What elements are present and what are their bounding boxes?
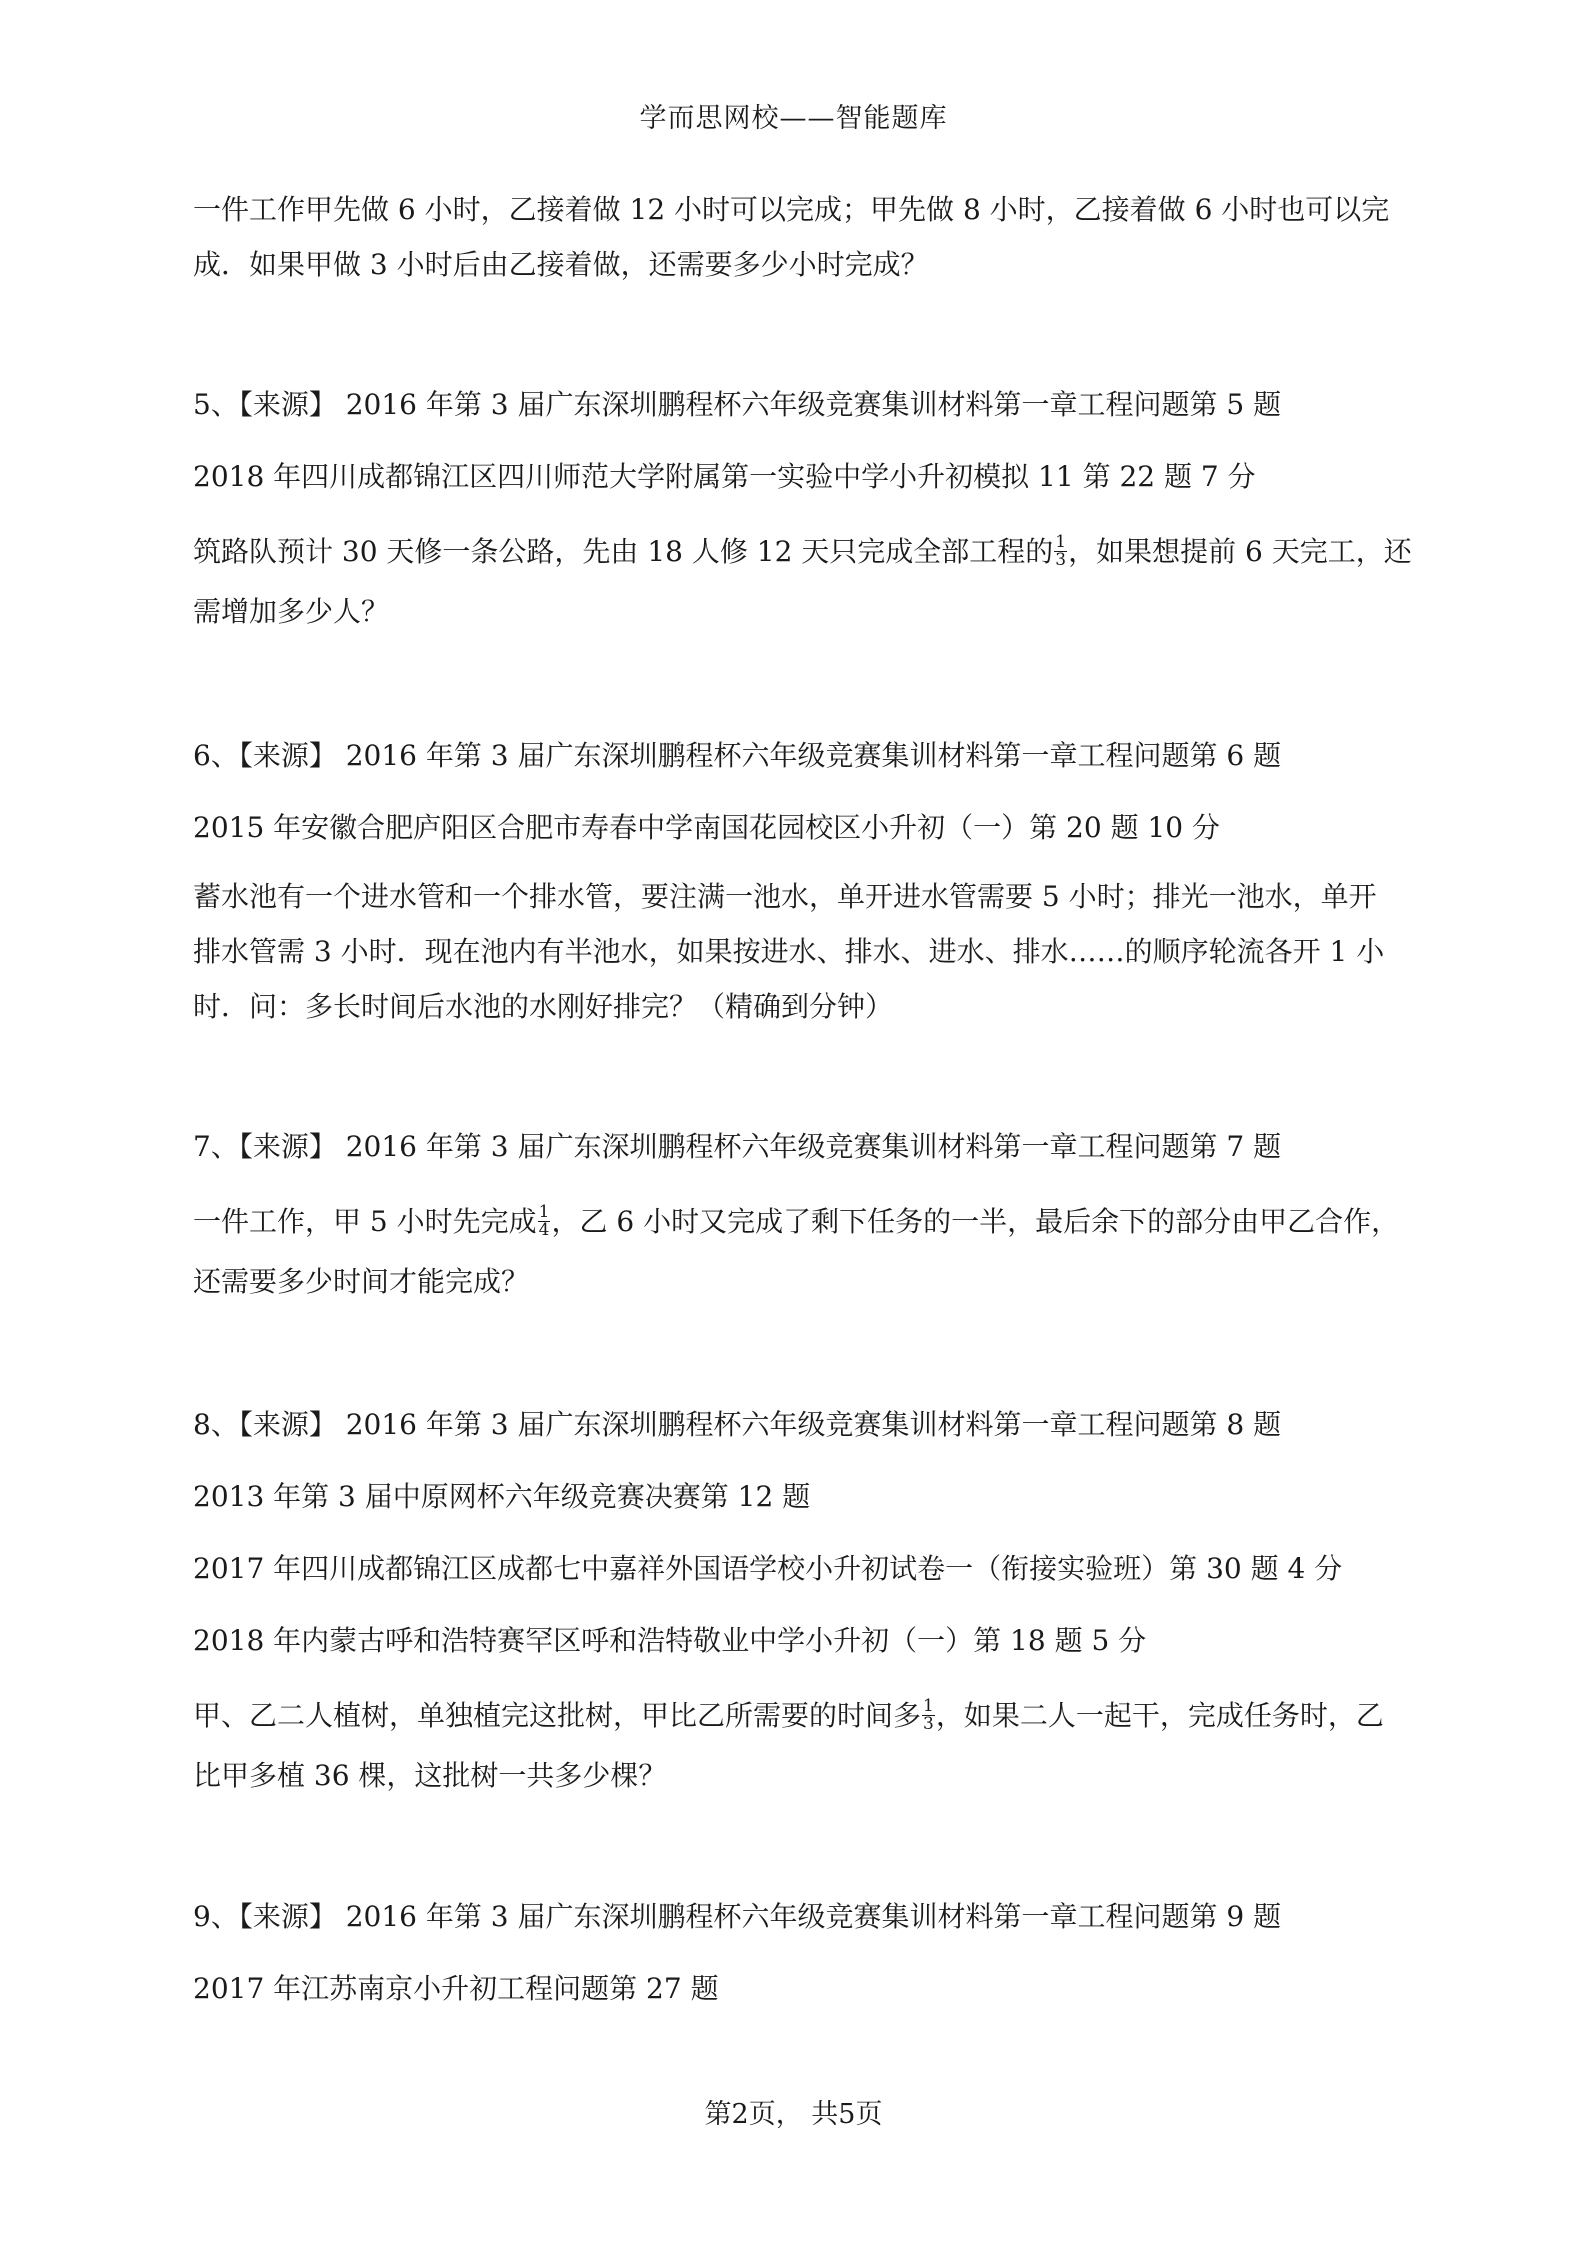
q8-source: 8、【来源】 2016 年第 3 届广东深圳鹏程杯六年级竞赛集训材料第一章工程问题第 8 题 (193, 1408, 1282, 1441)
q7-text-part-a: 一件工作，甲 5 小时先完成 (193, 1205, 537, 1238)
q7-fraction-numerator: 1 (538, 1202, 550, 1222)
q7-source: 7、【来源】 2016 年第 3 届广东深圳鹏程杯六年级竞赛集训材料第一章工程问题第 7 题 (193, 1130, 1282, 1163)
q8-text-line-2: 比甲多植 36 棵，这批树一共多少棵？ (193, 1759, 667, 1792)
q7-fraction (538, 1204, 551, 1239)
q7-text-part-b: ，乙 6 小时又完成了剩下任务的一半，最后余下的部分由甲乙合作， (551, 1205, 1400, 1238)
q9-source-2: 2017 年江苏南京小升初工程问题第 27 题 (193, 1972, 719, 2005)
q5-source-2: 2018 年四川成都锦江区四川师范大学附属第一实验中学小升初模拟 11 第 22 题 7 分 (193, 460, 1256, 493)
q8-fraction (922, 1698, 935, 1733)
q6-text-line-3: 时．问：多长时间后水池的水刚好排完？（精确到分钟） (193, 990, 894, 1023)
q8-fraction-numerator: 1 (923, 1696, 934, 1716)
q6-source-2: 2015 年安徽合肥庐阳区合肥市寿春中学南国花园校区小升初（一）第 20 题 10 分 (193, 811, 1221, 844)
q5-source: 5、【来源】 2016 年第 3 届广东深圳鹏程杯六年级竞赛集训材料第一章工程问题第 5 题 (193, 388, 1282, 421)
q5-text-part-a: 筑路队预计 30 天修一条公路，先由 18 人修 12 天只完成全部工程的 (193, 535, 1054, 568)
q7-text-line-2: 还需要多少时间才能完成？ (193, 1265, 530, 1298)
q8-source-3: 2017 年四川成都锦江区成都七中嘉祥外国语学校小升初试卷一（衔接实验班）第 30 题 4 分 (193, 1552, 1343, 1585)
q5-text-line-1 (193, 532, 1413, 572)
q8-text-part-a: 甲、乙二人植树，单独植完这批树，甲比乙所需要的时间多 (193, 1699, 922, 1732)
page-header: 学而思网校——智能题库 (639, 103, 948, 134)
q5-fraction-numerator: 1 (1055, 532, 1067, 552)
q7-fraction-denominator: 4 (538, 1220, 550, 1240)
q8-text-line-1 (193, 1696, 1413, 1736)
q6-source: 6、【来源】 2016 年第 3 届广东深圳鹏程杯六年级竞赛集训材料第一章工程问题第 6 题 (193, 739, 1282, 772)
q8-source-2: 2013 年第 3 届中原网杯六年级竞赛决赛第 12 题 (193, 1480, 811, 1513)
q6-text-line-2: 排水管需 3 小时．现在池内有半池水，如果按进水、排水、进水、排水……的顺序轮流各开 1 小 (193, 935, 1385, 968)
q8-fraction-denominator: 3 (923, 1714, 934, 1734)
q7-text-line-1 (193, 1202, 1413, 1242)
q5-fraction-denominator: 3 (1055, 550, 1067, 570)
intro-line-2: 成．如果甲做 3 小时后由乙接着做，还需要多少小时完成？ (193, 248, 929, 281)
q8-text-part-b: ，如果二人一起干，完成任务时，乙 (935, 1699, 1384, 1732)
q6-text-line-1: 蓄水池有一个进水管和一个排水管，要注满一池水，单开进水管需要 5 小时；排光一池水，单开 (193, 880, 1377, 913)
q8-source-4: 2018 年内蒙古呼和浩特赛罕区呼和浩特敬业中学小升初（一）第 18 题 5 分 (193, 1624, 1147, 1657)
page-footer: 第2页， 共5页 (704, 2099, 883, 2130)
intro-line-1: 一件工作甲先做 6 小时，乙接着做 12 小时可以完成；甲先做 8 小时，乙接着做 6 小时也可以完 (193, 193, 1390, 226)
q5-text-part-b: ，如果想提前 6 天完工，还 (1068, 535, 1412, 568)
q9-source: 9、【来源】 2016 年第 3 届广东深圳鹏程杯六年级竞赛集训材料第一章工程问题第 9 题 (193, 1900, 1282, 1933)
q5-text-line-2: 需增加多少人？ (193, 595, 390, 628)
q5-fraction (1054, 534, 1067, 569)
